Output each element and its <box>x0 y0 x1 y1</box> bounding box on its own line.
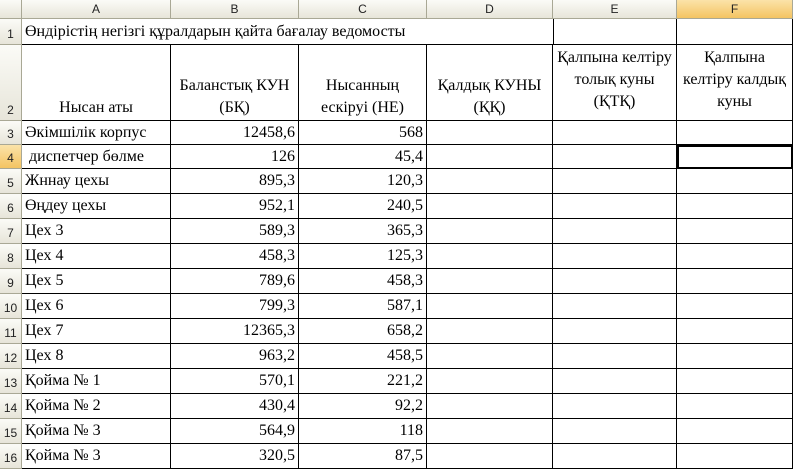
cell-empty-d[interactable] <box>427 344 553 369</box>
active-cell[interactable] <box>677 145 793 169</box>
cell-depreciation-value[interactable]: 458,3 <box>299 269 427 294</box>
column-title-text-f: Қалпына келтіру калдық куны <box>682 49 787 110</box>
cell-empty-f[interactable] <box>677 294 793 319</box>
column-header-f[interactable]: F <box>677 0 793 19</box>
cell-empty-f[interactable] <box>677 269 793 294</box>
cell-depreciation-value[interactable]: 658,2 <box>299 319 427 344</box>
cell-depreciation-value[interactable]: 92,2 <box>299 394 427 419</box>
cell-empty-e[interactable] <box>553 244 677 269</box>
cell-empty-e[interactable] <box>553 319 677 344</box>
row-header-4[interactable]: 4 <box>0 145 22 169</box>
cell-balance-value[interactable]: 895,3 <box>171 169 299 194</box>
cell-balance-value[interactable]: 564,9 <box>171 419 299 444</box>
cell-empty-d[interactable] <box>427 145 553 169</box>
cell-name[interactable]: Әкімшілік корпус <box>22 121 171 145</box>
cell-empty-d[interactable] <box>427 319 553 344</box>
cell-empty-f[interactable] <box>677 394 793 419</box>
cell-empty-d[interactable] <box>427 294 553 319</box>
cell-depreciation-value[interactable]: 365,3 <box>299 219 427 244</box>
column-title-c[interactable] <box>299 45 427 121</box>
cell-empty-e[interactable] <box>553 444 677 469</box>
cell-f1[interactable] <box>677 19 793 45</box>
cell-empty-e[interactable] <box>553 169 677 194</box>
column-title-text-b: Баланстық КУН (БҚ) <box>179 77 290 116</box>
cell-empty-e[interactable] <box>553 145 677 169</box>
cell-empty-d[interactable] <box>427 369 553 394</box>
cell-empty-e[interactable] <box>553 269 677 294</box>
row-header-14[interactable]: 14 <box>0 394 22 419</box>
cell-empty-e[interactable] <box>553 219 677 244</box>
column-title-e[interactable] <box>553 45 677 121</box>
cell-empty-d[interactable] <box>427 419 553 444</box>
cell-empty-f[interactable] <box>677 444 793 469</box>
column-title-d[interactable] <box>427 45 553 121</box>
column-title-a[interactable] <box>22 45 171 121</box>
cell-depreciation-value[interactable]: 120,3 <box>299 169 427 194</box>
cell-empty-f[interactable] <box>677 244 793 269</box>
cell-empty-e[interactable] <box>553 294 677 319</box>
column-title-text-a: Нысан аты <box>59 99 133 116</box>
cell-empty-f[interactable] <box>677 121 793 145</box>
cell-empty-f[interactable] <box>677 219 793 244</box>
cell-empty-f[interactable] <box>677 194 793 219</box>
cell-empty-f[interactable] <box>677 369 793 394</box>
cell-depreciation-value[interactable]: 240,5 <box>299 194 427 219</box>
row-header-12[interactable]: 12 <box>0 344 22 369</box>
cell-balance-value[interactable]: 12365,3 <box>171 319 299 344</box>
cell-name[interactable]: диспетчер бөлме <box>22 145 171 169</box>
column-header-e[interactable]: E <box>553 0 677 19</box>
cell-name[interactable]: Цех 6 <box>22 294 171 319</box>
cell-name[interactable]: Цех 8 <box>22 344 171 369</box>
cell-depreciation-value[interactable]: 221,2 <box>299 369 427 394</box>
cell-balance-value[interactable]: 320,5 <box>171 444 299 469</box>
column-title-text-d: Қалдық КУНЫ (ҚҚ) <box>437 77 542 116</box>
cell-balance-value[interactable]: 126 <box>171 145 299 169</box>
row-header-10[interactable]: 10 <box>0 294 22 319</box>
cell-name[interactable]: Цех 7 <box>22 319 171 344</box>
column-title-text-c: Нысанның ескіруі (НЕ) <box>320 77 405 116</box>
row-header-8[interactable]: 8 <box>0 244 22 269</box>
cell-balance-value[interactable]: 799,3 <box>171 294 299 319</box>
cell-balance-value[interactable]: 458,3 <box>171 244 299 269</box>
cell-empty-e[interactable] <box>553 419 677 444</box>
cell-name[interactable]: Цех 5 <box>22 269 171 294</box>
cell-empty-e[interactable] <box>553 394 677 419</box>
column-header-c[interactable]: C <box>299 0 427 19</box>
cell-empty-d[interactable] <box>427 244 553 269</box>
cell-name[interactable]: Қойма № 2 <box>22 394 171 419</box>
column-header-b[interactable]: B <box>171 0 299 19</box>
cell-empty-d[interactable] <box>427 121 553 145</box>
cell-balance-value[interactable]: 430,4 <box>171 394 299 419</box>
cell-empty-e[interactable] <box>553 194 677 219</box>
cell-empty-d[interactable] <box>427 194 553 219</box>
cell-empty-d[interactable] <box>427 444 553 469</box>
column-title-b[interactable] <box>171 45 299 121</box>
cell-e1[interactable] <box>553 19 677 45</box>
row-header-13[interactable]: 13 <box>0 369 22 394</box>
cell-depreciation-value[interactable]: 118 <box>299 419 427 444</box>
sheet-title-cell[interactable]: Өндірістің негізгі құралдарын қайта бағалау ведомосты <box>22 19 677 45</box>
row-header-1[interactable]: 1 <box>0 19 22 45</box>
row-header-3[interactable]: 3 <box>0 121 22 145</box>
column-header-a[interactable]: A <box>22 0 171 19</box>
cell-name[interactable]: Қойма № 3 <box>22 419 171 444</box>
cell-balance-value[interactable]: 589,3 <box>171 219 299 244</box>
cell-balance-value[interactable]: 12458,6 <box>171 121 299 145</box>
cell-empty-f[interactable] <box>677 169 793 194</box>
cell-name[interactable]: Қойма № 3 <box>22 444 171 469</box>
cell-name[interactable]: Өңдеу цехы <box>22 194 171 219</box>
cell-empty-e[interactable] <box>553 369 677 394</box>
cell-depreciation-value[interactable]: 45,4 <box>299 145 427 169</box>
cell-empty-f[interactable] <box>677 419 793 444</box>
cell-empty-d[interactable] <box>427 269 553 294</box>
column-title-f[interactable] <box>677 45 793 121</box>
cell-name[interactable]: Қойма № 1 <box>22 369 171 394</box>
row-header-5[interactable]: 5 <box>0 169 22 194</box>
cell-empty-d[interactable] <box>427 169 553 194</box>
cell-empty-e[interactable] <box>553 121 677 145</box>
cell-empty-f[interactable] <box>677 319 793 344</box>
cell-empty-f[interactable] <box>677 344 793 369</box>
cell-empty-d[interactable] <box>427 394 553 419</box>
cell-depreciation-value[interactable]: 568 <box>299 121 427 145</box>
cell-empty-d[interactable] <box>427 219 553 244</box>
column-header-d[interactable]: D <box>427 0 553 19</box>
cell-empty-e[interactable] <box>553 344 677 369</box>
cell-balance-value[interactable]: 963,2 <box>171 344 299 369</box>
column-title-text-e: Қалпына келтіру толық куны (ҚТҚ) <box>557 49 672 110</box>
cell-depreciation-value[interactable]: 87,5 <box>299 444 427 469</box>
cell-name[interactable]: Цех 3 <box>22 219 171 244</box>
row-header-6[interactable]: 6 <box>0 194 22 219</box>
row-header-15[interactable]: 15 <box>0 419 22 444</box>
cell-balance-value[interactable]: 789,6 <box>171 269 299 294</box>
row-header-2[interactable]: 2 <box>0 45 22 121</box>
row-header-11[interactable]: 11 <box>0 319 22 344</box>
cell-balance-value[interactable]: 952,1 <box>171 194 299 219</box>
row-header-9[interactable]: 9 <box>0 269 22 294</box>
row-header-7[interactable]: 7 <box>0 219 22 244</box>
select-all-corner[interactable] <box>0 0 22 19</box>
cell-name[interactable]: Цех 4 <box>22 244 171 269</box>
cell-depreciation-value[interactable]: 458,5 <box>299 344 427 369</box>
cell-depreciation-value[interactable]: 125,3 <box>299 244 427 269</box>
cell-balance-value[interactable]: 570,1 <box>171 369 299 394</box>
cell-depreciation-value[interactable]: 587,1 <box>299 294 427 319</box>
row-header-16[interactable]: 16 <box>0 444 22 469</box>
cell-name[interactable]: Жннау цехы <box>22 169 171 194</box>
